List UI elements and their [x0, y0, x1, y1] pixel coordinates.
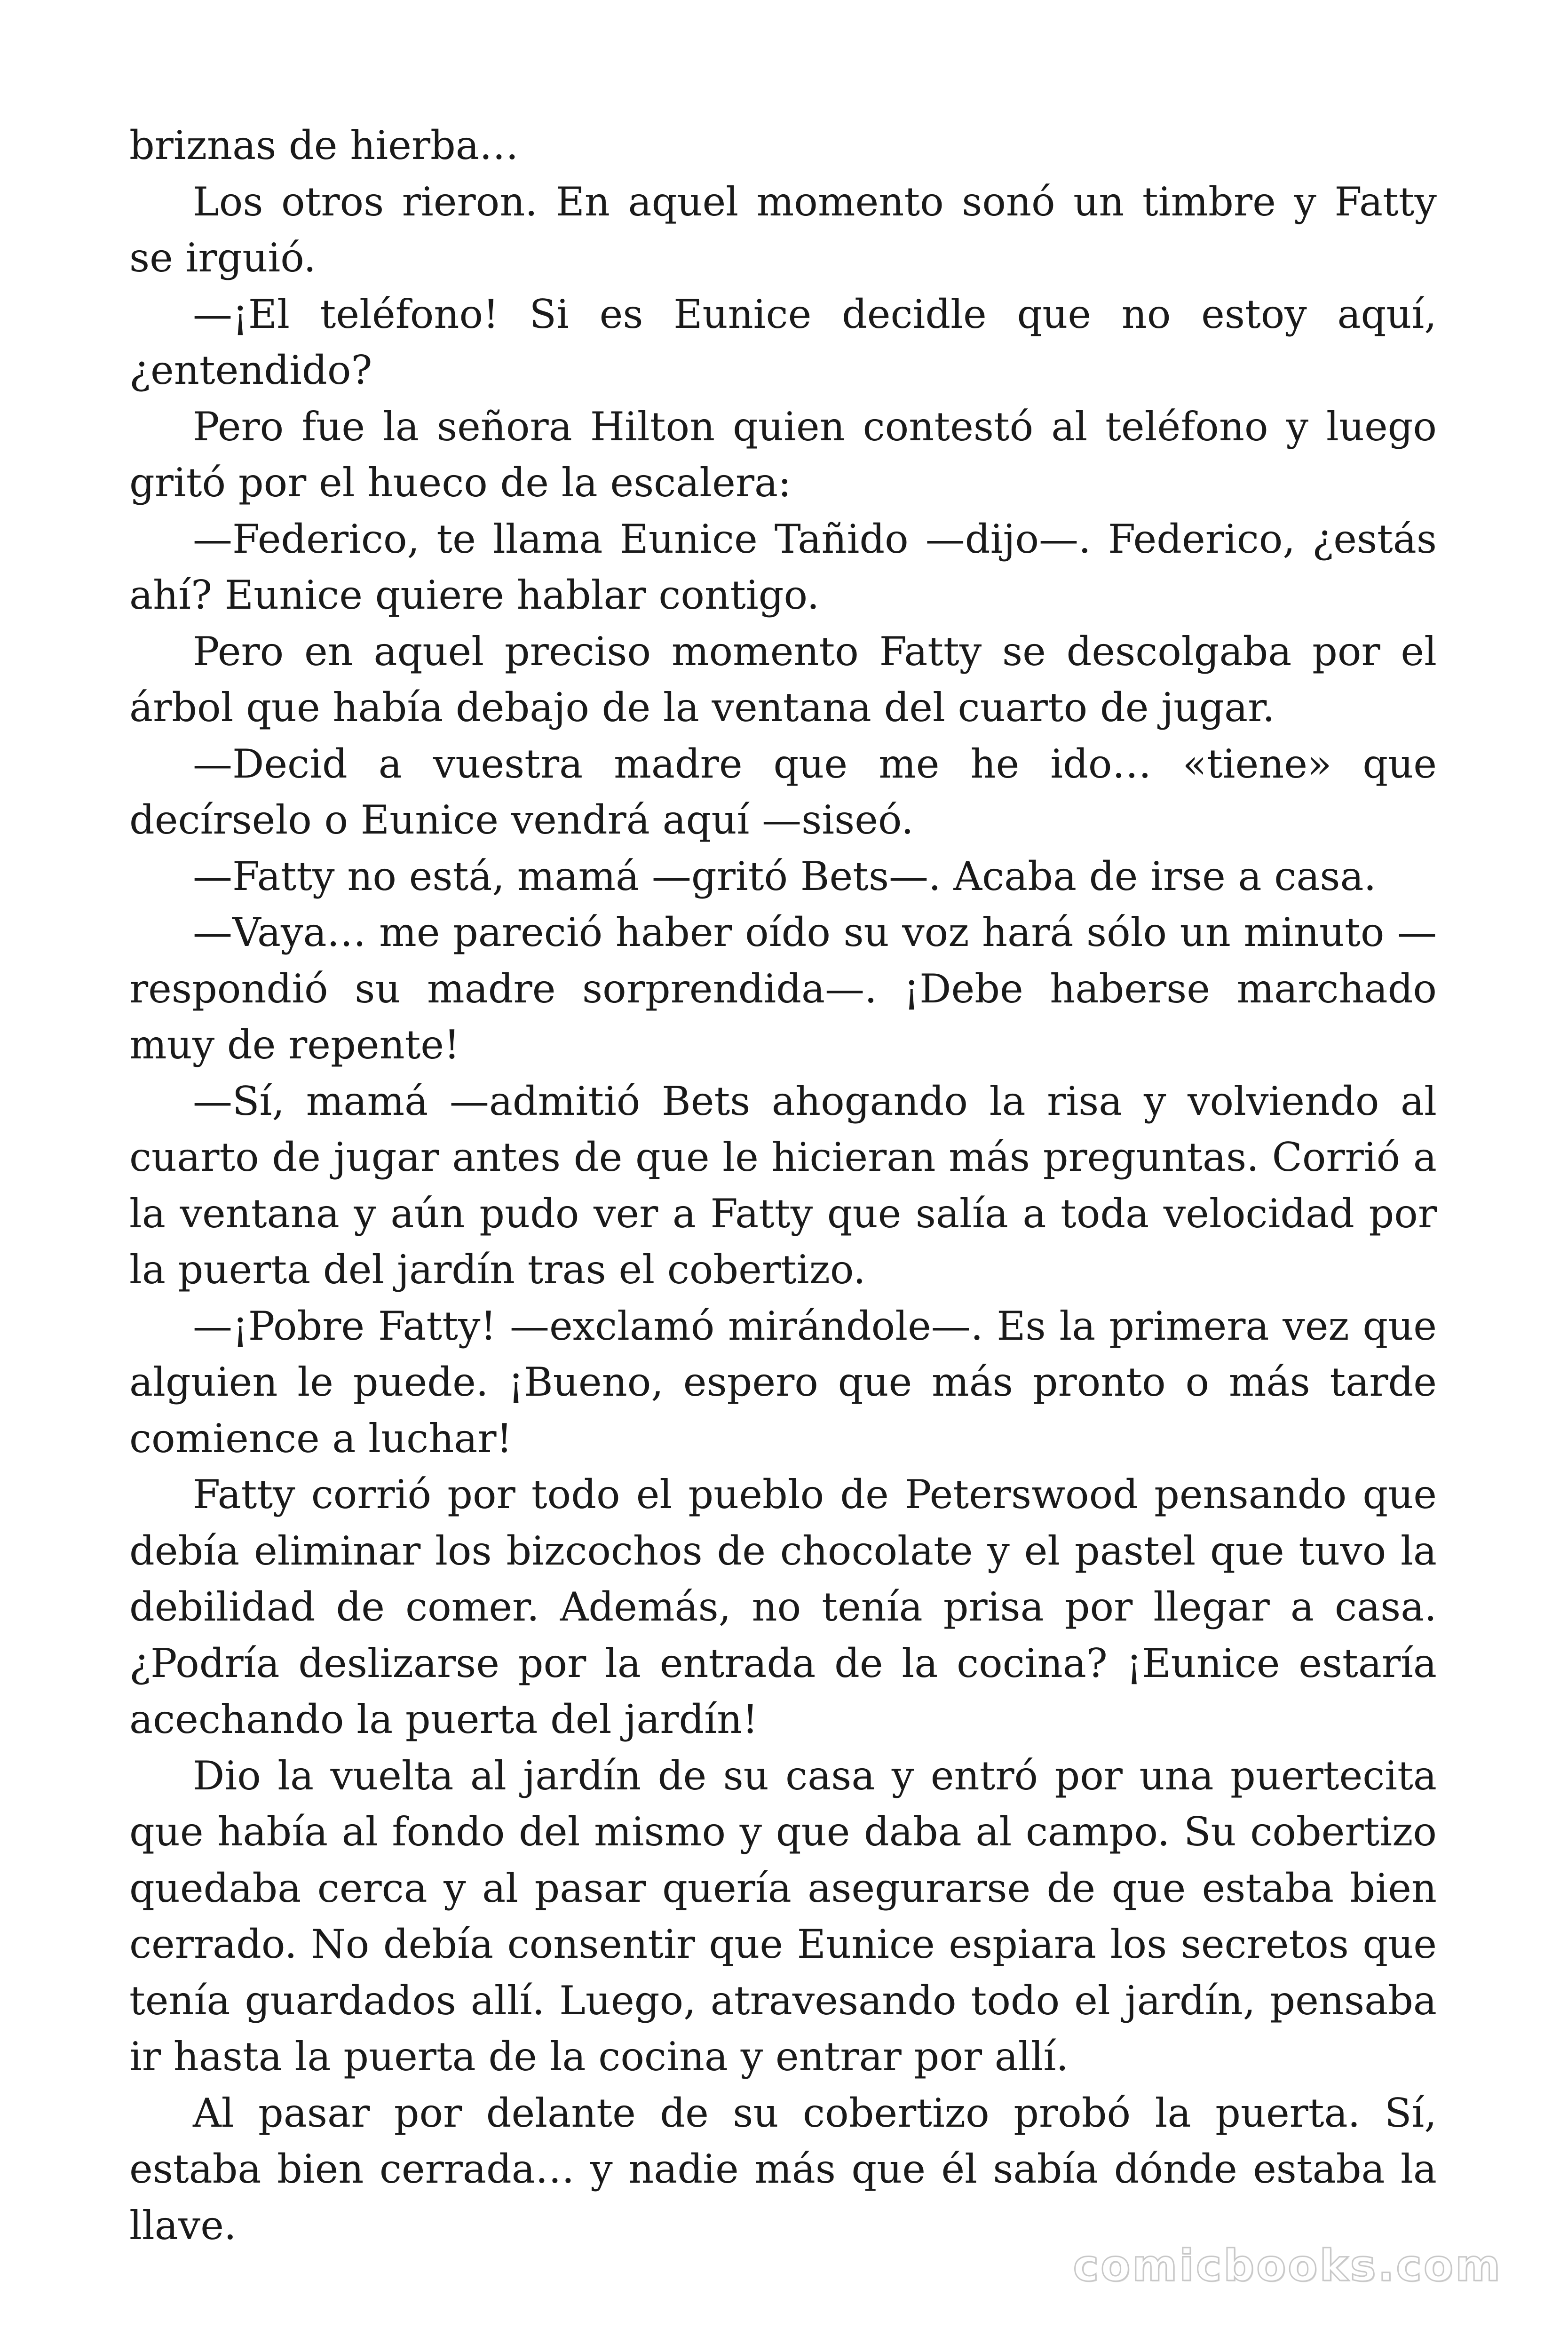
paragraph-12: Fatty corrió por todo el pueblo de Peterswood pensando que debía eliminar los bizcochos de chocolate y el pastel que tuvo la debilidad de comer. Además, no tenía prisa por llegar a casa. ¿Podría deslizarse por la entrada de la cocina? ¡Eunice estaría acechando la puerta del jardín!: [129, 1471, 1437, 1742]
paragraph-1: briznas de hierba…: [129, 122, 519, 168]
paragraph-7: —Decid a vuestra madre que me he ido… «tiene» que decírselo o Eunice vendrá aquí —siseó.: [129, 740, 1437, 843]
watermark: comicbooks.com: [1073, 2241, 1502, 2291]
paragraph-5: —Federico, te llama Eunice Tañido —dijo—. Federico, ¿estás ahí? Eunice quiere hablar contigo.: [129, 516, 1437, 618]
paragraph-8: —Fatty no está, mamá —gritó Bets—. Acaba de irse a casa.: [193, 853, 1377, 899]
paragraph-10: —Sí, mamá —admitió Bets ahogando la risa y volviendo al cuarto de jugar antes de que le hicieran más preguntas. Corrió a la ventana y aún pudo ver a Fatty que salía a toda velocidad por la puerta del jardín tras el cobertizo.: [129, 1078, 1437, 1293]
paragraph-9: —Vaya… me pareció haber oído su voz hará sólo un minuto —respondió su madre sorprendida—. ¡Debe haberse marchado muy de repente!: [129, 909, 1437, 1068]
paragraph-11: —¡Pobre Fatty! —exclamó mirándole—. Es la primera vez que alguien le puede. ¡Bueno, espero que más pronto o más tarde comience a luchar!: [129, 1303, 1437, 1462]
paragraph-4: Pero fue la señora Hilton quien contestó al teléfono y luego gritó por el hueco de la escalera:: [129, 403, 1437, 506]
paragraph-14: Al pasar por delante de su cobertizo probó la puerta. Sí, estaba bien cerrada… y nadie más que él sabía dónde estaba la llave.: [129, 2090, 1437, 2249]
paragraph-3: —¡El teléfono! Si es Eunice decidle que no estoy aquí, ¿entendido?: [129, 291, 1437, 393]
paragraph-13: Dio la vuelta al jardín de su casa y entró por una puertecita que había al fondo del mismo y que daba al campo. Su cobertizo quedaba cerca y al pasar quería asegurarse de que estaba bien cerrado. No debía consentir que Eunice espiara los secretos que tenía guardados allí. Luego, atravesando todo el jardín, pensaba ir hasta la puerta de la cocina y entrar por allí.: [129, 1752, 1437, 2080]
paragraph-6: Pero en aquel preciso momento Fatty se descolgaba por el árbol que había debajo de la ventana del cuarto de jugar.: [129, 628, 1437, 731]
page-text: [129, 118, 1437, 2254]
paragraph-2: Los otros rieron. En aquel momento sonó un timbre y Fatty se irguió.: [129, 178, 1437, 281]
